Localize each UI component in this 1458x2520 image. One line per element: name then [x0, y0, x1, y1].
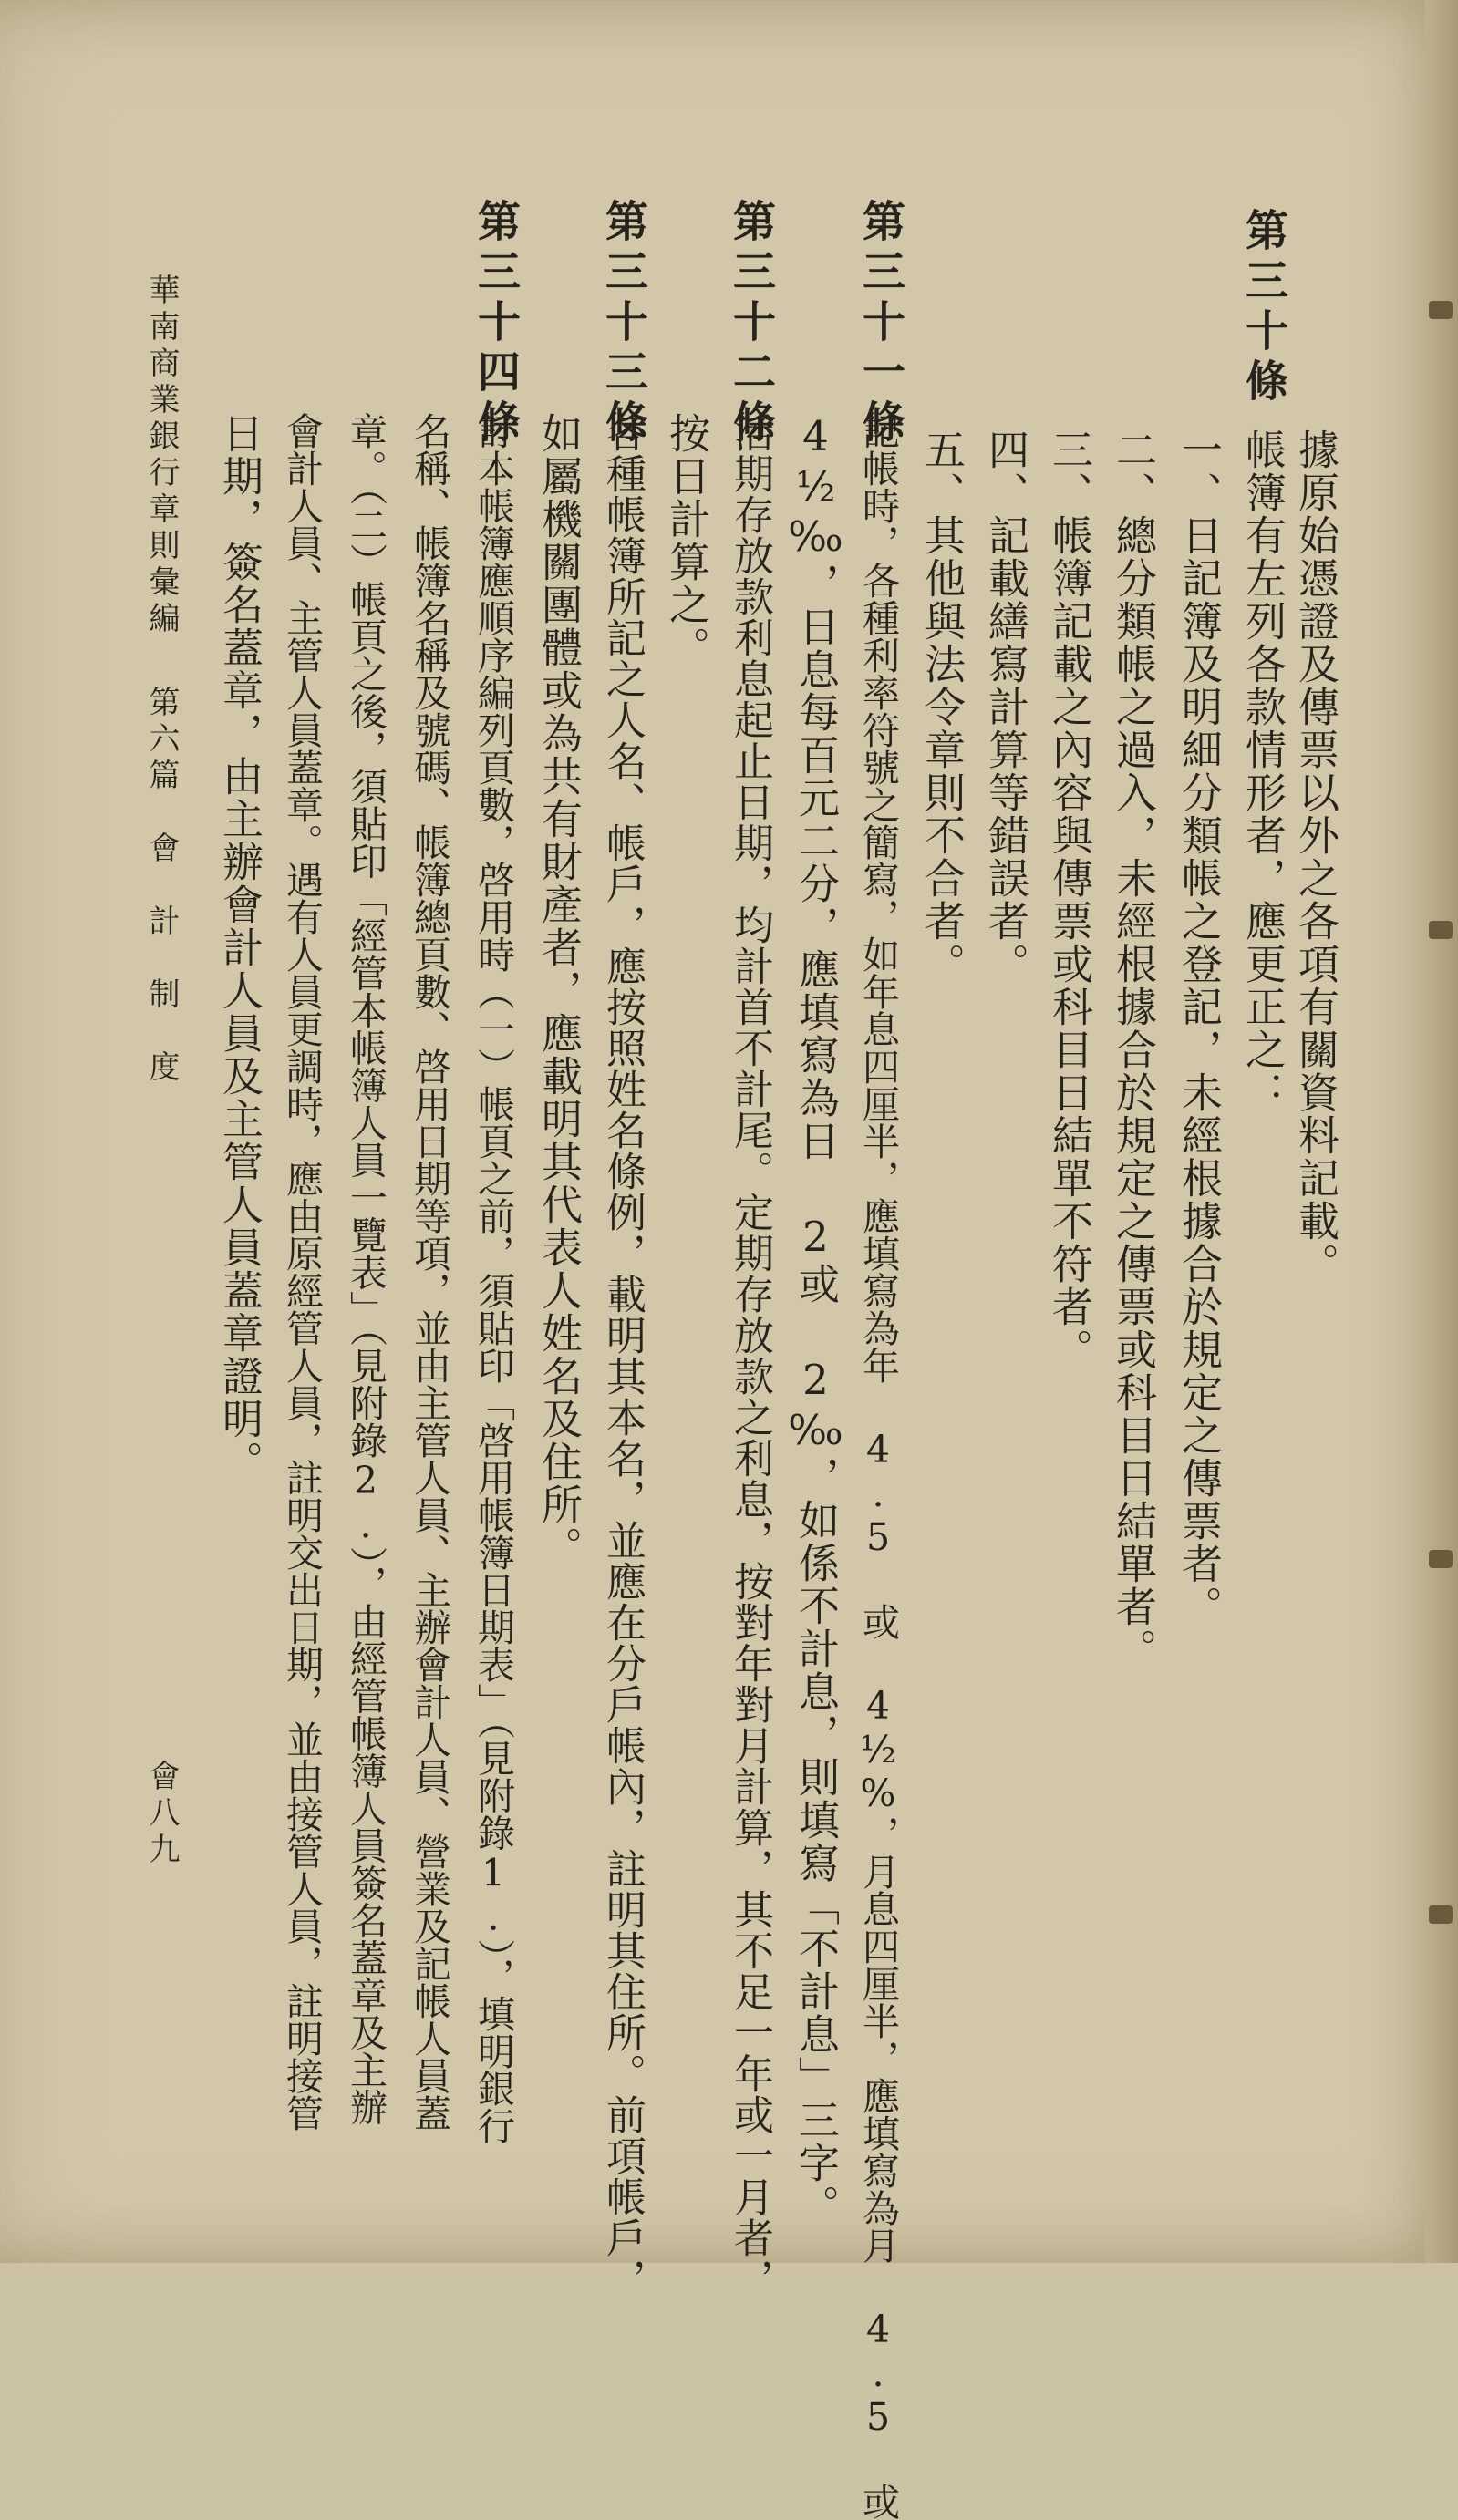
article-32-line-2: 按日計算之。	[662, 412, 710, 669]
article-34-line-5: 日期，簽名蓋章，由主辦會計人員及主管人員蓋章證明。	[215, 412, 264, 1483]
article-33-heading: 第三十三條	[598, 199, 648, 449]
article-30-body: 帳簿有左列各款情形者，應更正之：	[1238, 429, 1287, 1114]
article-30-item-5: 五、其他與法令章則不合者。	[917, 429, 966, 986]
article-30-item-1: 一、日記簿及明細分類帳之登記，未經根據合於規定之傳票者。	[1174, 429, 1223, 1628]
staple-mark	[1429, 301, 1453, 319]
article-30-item-2: 二、總分類帳之過入，未經根據合於規定之傳票或科目日結單者。	[1109, 429, 1157, 1671]
book-title: 華南商業銀行章則彙編	[143, 274, 180, 638]
article-33-line-2: 如屬機關團體或為共有財產者，應載明其代表人姓名及住所。	[534, 412, 583, 1569]
binding-edge	[1425, 0, 1458, 2263]
article-32-heading: 第三十二條	[726, 199, 776, 449]
page-number: 會八九	[143, 1760, 180, 1869]
article-31-heading: 第三十一條	[855, 199, 905, 449]
article-30-item-4: 四、記載繕寫計算等錯誤者。	[981, 429, 1029, 986]
article-34-line-2: 名稱、帳簿名稱及號碼、帳簿總頁數、啓用日期等項，並由主管人員、主辦會計人員、營業及記帳人員蓋	[408, 412, 451, 2132]
article-34-line-3: 章。（二）帳頁之後，須貼印「經管本帳簿人員一覽表」（見附錄2.），由經管帳簿人員簽名蓋章及主辦	[344, 412, 388, 2126]
article-31-line-2: 4½‰，日息每百元二分，應填寫為日 2或 2‰，如係不計息，則填寫「不計息」三字。	[791, 412, 840, 2227]
article-34-heading: 第三十四條	[470, 199, 521, 449]
staple-mark	[1429, 1905, 1453, 1924]
article-32-line-1: 活期存放款利息起止日期，均計首不計尾。定期存放款之利息，按對年對月計算，其不足一年或一月者，	[727, 412, 773, 2299]
staple-mark	[1429, 921, 1453, 939]
article-31-line-1: 記帳時，各種利率符號之簡寫，如年息四厘半，應填寫為年 4.5 或 4½%，月息四厘半，應填寫為月 4.5 或	[856, 412, 900, 2520]
article-34-line-4: 會計人員、主管人員蓋章。遇有人員更調時，應由原經管人員，註明交出日期，並由接管人員，註明接管	[280, 412, 324, 2132]
staple-mark	[1429, 1550, 1453, 1568]
section-title: 第六篇 會 計 制 度	[143, 686, 180, 1087]
article-34-line-1: 訂本帳簿應順序編列頁數，啓用時（一）帳頁之前，須貼印「啓用帳簿日期表」（見附錄1.），填明銀行	[471, 412, 515, 2144]
article-30-item-3: 三、帳簿記載之內容與傳票或科目日結單不符者。	[1045, 429, 1093, 1371]
article-33-line-1: 各種帳簿所記之人名、帳戶，應按照姓名條例，載明其本名，並應在分戶帳內，註明其住所。前項帳戶，	[599, 412, 646, 2299]
article-30-heading: 第三十條	[1238, 208, 1288, 408]
article-29-continuation: 據原始憑證及傳票以外之各項有關資料記載。	[1291, 429, 1339, 1286]
